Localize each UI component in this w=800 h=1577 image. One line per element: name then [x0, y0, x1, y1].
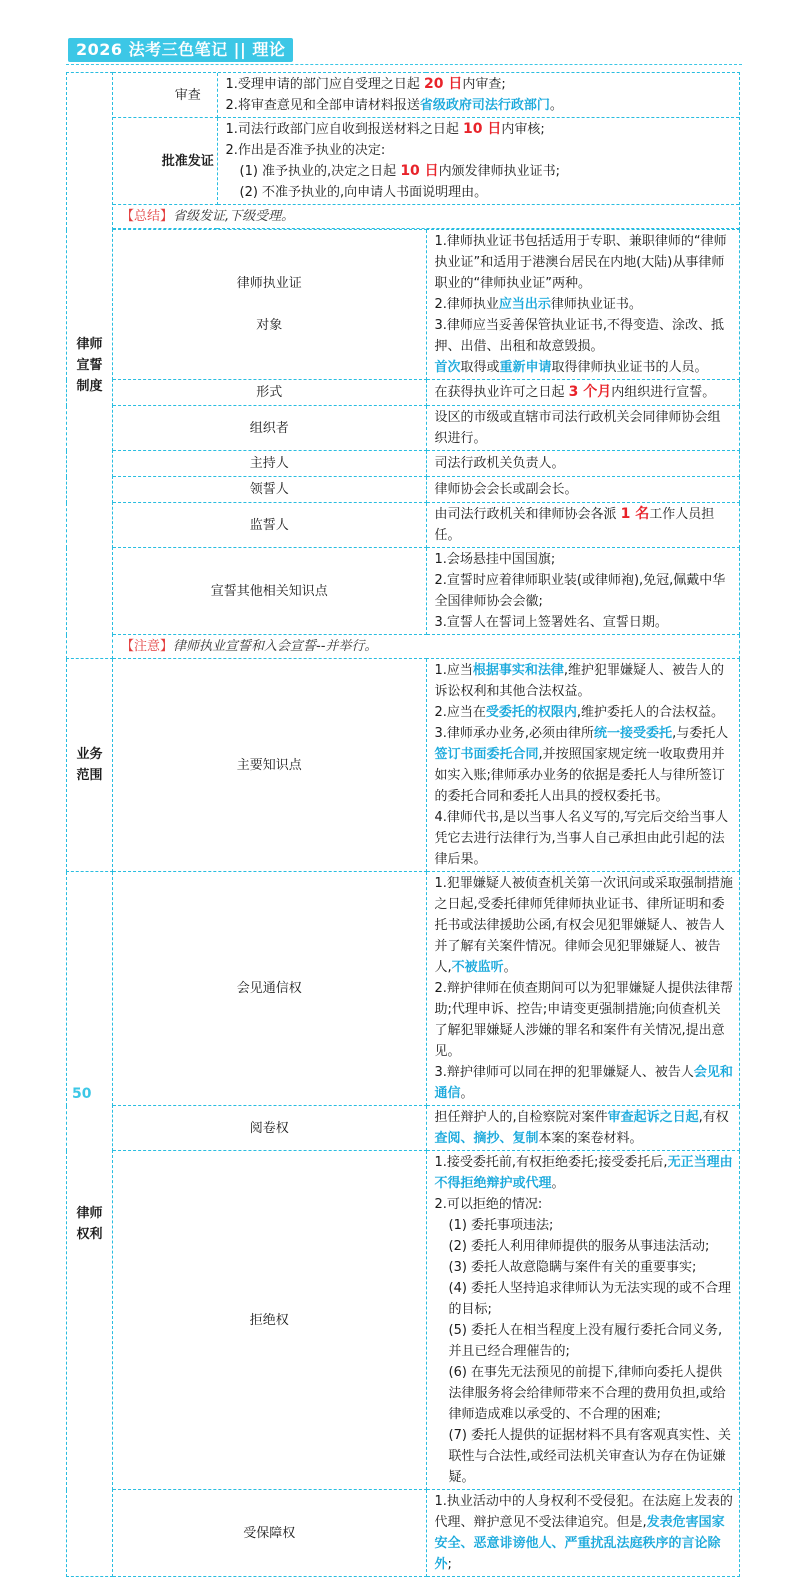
organizer-label: 组织者 — [113, 406, 427, 451]
page-number: 50 — [72, 1086, 92, 1102]
refuse-label: 拒绝权 — [113, 1151, 427, 1490]
business-content: 1.应当根据事实和法律,维护犯罪嫌疑人、被告人的诉讼权利和其他合法权益。 2.应当在受委托的权限内,维护委托人的合法权益。 3.律师承办业务,必须由律所统一接受委托,与委托人签订书面委托合同,并按照国家规定统一收取费用并如实入账;律师承办业务的依据是委托人与律所签订的委托合同和委托人出具的授权委托书。 4.律师代书,是以当事人名义写的,写完后交给当事人凭它去进行法律行为,当事人自己承担由此引起的法律后果。 — [426, 659, 740, 872]
approve-content: 1.司法行政部门应自收到报送材料之日起 10 日内审核; 2.作出是否准予执业的决定: (1) 准予执业的,决定之日起 10 日内颁发律师执业证书; (2) 不准予执业的,向申请人书面说明理由。 — [217, 118, 739, 205]
organizer-content: 设区的市级或直辖市司法行政机关会同律师协会组织进行。 — [426, 406, 740, 451]
other-content: 1.会场悬挂中国国旗; 2.宣誓时应着律师职业装(或律师袍),免冠,佩戴中华全国律师协会会徽; 3.宣誓人在誓词上签署姓名、宣誓日期。 — [426, 548, 740, 635]
header-divider — [66, 64, 742, 65]
category-oath: 律师宣誓制度 — [67, 73, 113, 659]
supervisor-content: 由司法行政机关和律师协会各派 1 名工作人员担任。 — [426, 503, 740, 548]
license-content: 1.律师执业证书包括适用于专职、兼职律师的“律师执业证”和适用于港澳台居民在内地(大陆)从事律师职业的“律师执业证”两种。 2.律师执业应当出示律师执业证书。 3.律师应当妥善保管执业证书,不得变造、涂改、抵押、出借、出租和故意毁损。 首次取得或重新申请取得律师执业证书的人员。 — [426, 230, 740, 380]
host-label: 主持人 — [113, 451, 427, 477]
protect-content: 1.执业活动中的人身权利不受侵犯。在法庭上发表的代理、辩护意见不受法律追究。但是,发表危害国家安全、恶意诽谤他人、严重扰乱法庭秩序的言论除外; — [426, 1490, 740, 1577]
approve-label: 批准发证 — [113, 118, 217, 205]
meet-label: 会见通信权 — [113, 872, 427, 1106]
form-content: 在获得执业许可之日起 3 个月内组织进行宣誓。 — [426, 380, 740, 406]
supervisor-label: 监誓人 — [113, 503, 427, 548]
read-label: 阅卷权 — [113, 1106, 427, 1151]
leader-content: 律师协会会长或副会长。 — [426, 477, 740, 503]
review-approve-block — [113, 73, 740, 230]
review-label: 审查 — [113, 73, 217, 118]
category-rights: 律师权利 — [67, 872, 113, 1577]
refuse-content: 1.接受委托前,有权拒绝委托;接受委托后,无正当理由不得拒绝辩护或代理。 2.可以拒绝的情况: (1) 委托事项违法; (2) 委托人利用律师提供的服务从事违法活动; (3) 委托人故意隐瞒与案件有关的重要事实; (4) 委托人坚持追求律师认为无法实现的或不合理的目标; (5) 委托人在相当程度上没有履行委托合同义务,并且已经合理催告的; (6) 在事先无法预见的前提下,律师向委托人提供法律服务将会给律师带来不合理的费用负担,或给律师造成难以承受的、不合理的困难; (7) 委托人提供的证据材料不具有客观真实性、关联性与合法性,或经司法机关审查认为存在伪证嫌疑。 — [426, 1151, 740, 1490]
read-content: 担任辩护人的,自检察院对案件审查起诉之日起,有权查阅、摘抄、复制本案的案卷材料。 — [426, 1106, 740, 1151]
header-title: 2026 法考三色笔记 || 理论 — [68, 38, 293, 62]
attention-note: 【注意】律师执业宣誓和入会宣誓--并举行。 — [113, 635, 740, 659]
summary-note: 【总结】省级发证,下级受理。 — [113, 205, 739, 229]
leader-label: 领誓人 — [113, 477, 427, 503]
form-label: 形式 — [113, 380, 427, 406]
business-label: 主要知识点 — [113, 659, 427, 872]
page-header — [68, 38, 308, 66]
notes-table — [66, 72, 740, 1577]
other-label: 宣誓其他相关知识点 — [113, 548, 427, 635]
review-content: 1.受理申请的部门应自受理之日起 20 日内审查; 2.将审查意见和全部申请材料报送省级政府司法行政部门。 — [217, 73, 739, 118]
license-label: 律师执业证 对象 — [113, 230, 427, 380]
host-content: 司法行政机关负责人。 — [426, 451, 740, 477]
protect-label: 受保障权 — [113, 1490, 427, 1577]
category-business: 业务范围 — [67, 659, 113, 872]
meet-content: 1.犯罪嫌疑人被侦查机关第一次讯问或采取强制措施之日起,受委托律师凭律师执业证书、律所证明和委托书或法律援助公函,有权会见犯罪嫌疑人、被告人并了解有关案件情况。律师会见犯罪嫌疑人、被告人,不被监听。 2.辩护律师在侦查期间可以为犯罪嫌疑人提供法律帮助;代理申诉、控告;申请变更强制措施;向侦查机关了解犯罪嫌疑人涉嫌的罪名和案件有关情况,提出意见。 3.辩护律师可以同在押的犯罪嫌疑人、被告人会见和通信。 — [426, 872, 740, 1106]
